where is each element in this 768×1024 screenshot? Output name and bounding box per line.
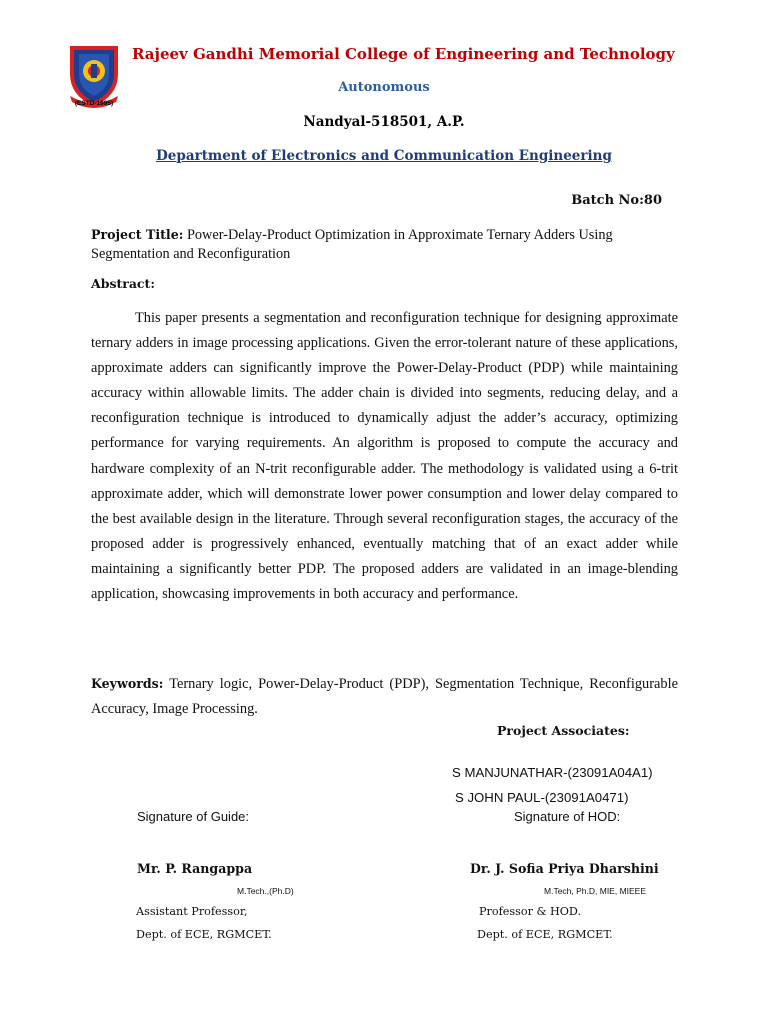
abstract-heading: Abstract: [91, 276, 155, 291]
abstract-text: This paper presents a segmentation and reconfiguration technique for designing approximate ternary adders in image processing applications. Given the error-tolerant nature of these applications, approximate adders can significantly improve the Power-Delay-Product (PDP) while maintaining accuracy within allowable limits. The adder chain is divided into segments, reducing delay, and a reconfiguration technique is introduced to dynamically adjust the adder’s accuracy, optimizing performance for varying requirements. An algorithm is proposed to compute the accuracy and hardware complexity of an N-trit reconfigurable adder. The methodology is validated using a 6-trit approximate adder, which will demonstrate lower power consumption and lower delay compared to the best available design in the literature. Through several reconfiguration stages, the accuracy of the proposed adder is progressively enhanced, eventually matching that of an exact adder while maintaining a significantly better PDP. The proposed adders are validated in an image-blending application, showcasing improvements in both accuracy and performance. [91, 310, 678, 603]
keywords [91, 671, 678, 722]
guide-designation: Assistant Professor, [136, 905, 248, 918]
guide-qualification: M.Tech.,(Ph.D) [237, 886, 294, 896]
hod-department: Dept. of ECE, RGMCET. [477, 928, 613, 941]
guide-name: Mr. P. Rangappa [137, 861, 253, 876]
hod-designation: Professor & HOD. [479, 905, 582, 918]
project-title [91, 225, 683, 264]
project-title-text: Power-Delay-Product Optimization in Approximate Ternary Adders Using Segmentation and Reconfiguration [91, 227, 613, 262]
hod-qualification: M.Tech, Ph.D, MIE, MIEEE [544, 886, 647, 896]
logo-estd-text: (ESTD-1995) [74, 100, 114, 107]
keywords-text: Ternary logic, Power-Delay-Product (PDP), Segmentation Technique, Reconfigurable Accuracy, Image Processing. [91, 676, 678, 717]
autonomous-label: Autonomous [338, 80, 430, 95]
department-text: Department of Electronics and Communication Engineering [156, 148, 612, 164]
batch-number: Batch No:80 [571, 193, 662, 208]
hod-signature-label: Signature of HOD: [514, 809, 621, 824]
department-title [0, 148, 768, 164]
college-address: Nandyal-518501, A.P. [303, 114, 465, 130]
guide-department: Dept. of ECE, RGMCET. [136, 928, 272, 941]
guide-signature-label: Signature of Guide: [137, 809, 250, 824]
project-title-label: Project Title: [91, 227, 184, 242]
project-associates-heading: Project Associates: [497, 723, 630, 738]
college-name: Rajeev Gandhi Memorial College of Engineering and Technology [132, 45, 675, 63]
hod-name: Dr. J. Sofia Priya Dharshini [470, 861, 659, 876]
associates-list [452, 760, 653, 810]
associate-item: S MANJUNATHAR-(23091A04A1) [452, 765, 653, 780]
associate-item: S JOHN PAUL-(23091A0471) [455, 790, 629, 805]
keywords-label: Keywords: [91, 676, 164, 691]
